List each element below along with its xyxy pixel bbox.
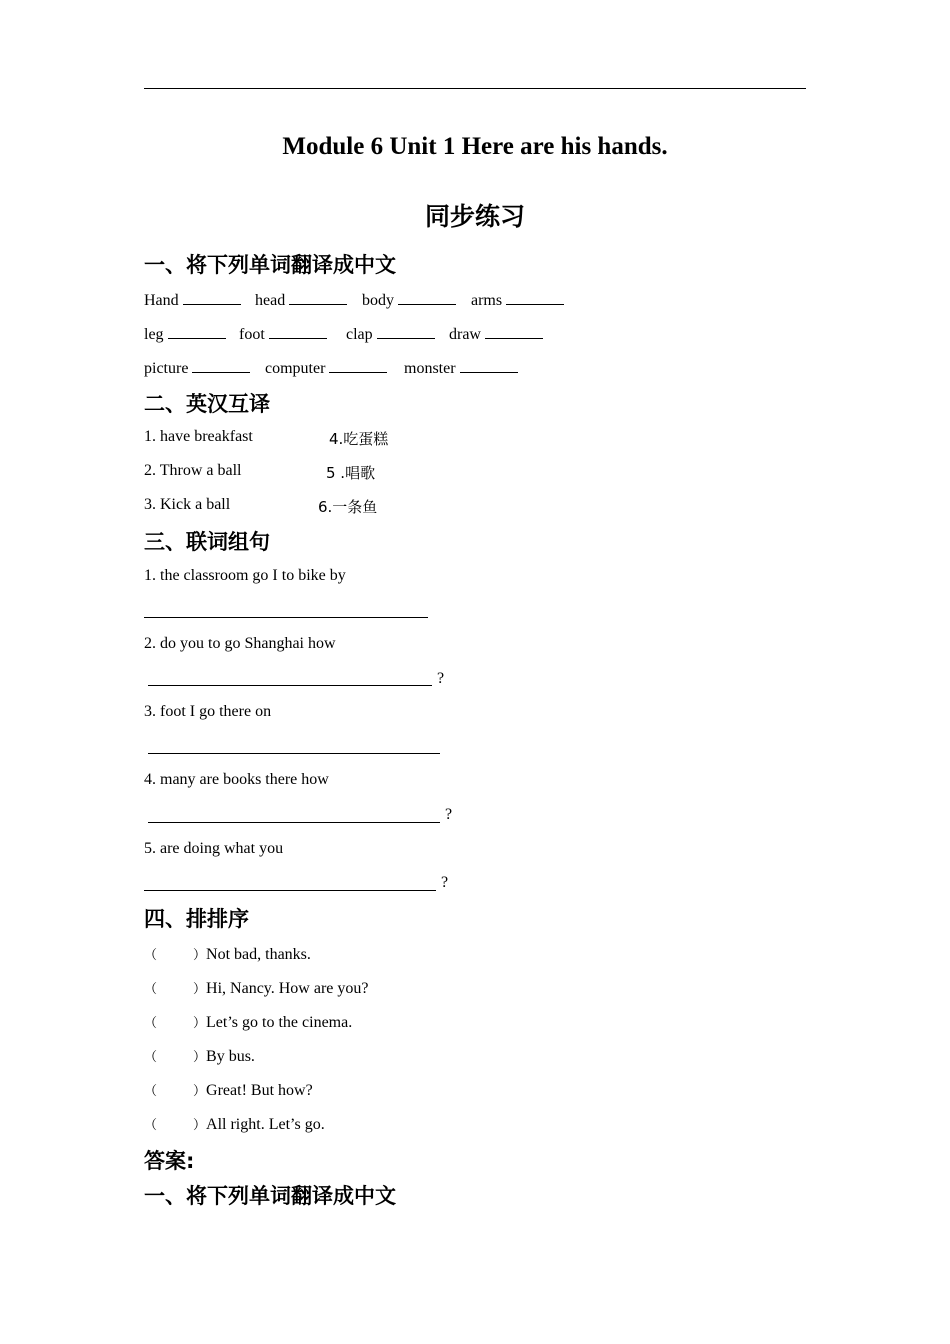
word-item — [144, 324, 226, 344]
order-text: Great! But how? — [206, 1082, 313, 1099]
word-item — [144, 358, 250, 378]
answer-blank[interactable] — [506, 290, 564, 305]
translation-item: 6.一条鱼 — [318, 498, 378, 516]
paren-close: ） — [193, 1118, 207, 1133]
word-label: picture — [144, 360, 189, 377]
sentence-prompt: 1. the classroom go I to bike by — [144, 567, 346, 584]
word-label: head — [255, 292, 286, 309]
paren-close: ） — [193, 1050, 207, 1065]
question-mark: ? — [437, 670, 445, 687]
paren-open: （ — [144, 1016, 158, 1031]
word-label: arms — [471, 292, 503, 309]
paren-open: （ — [144, 948, 158, 963]
section1-heading: 一、将下列单词翻译成中文 — [144, 253, 396, 277]
answer-blank[interactable] — [168, 324, 226, 339]
word-label: foot — [239, 326, 265, 343]
section2-heading: 二、英汉互译 — [144, 392, 270, 416]
word-label: leg — [144, 326, 164, 343]
answer-blank[interactable] — [192, 358, 250, 373]
paren-open: （ — [144, 1118, 158, 1133]
order-item — [144, 1046, 255, 1066]
word-label: clap — [346, 326, 373, 343]
translation-item: 5 .唱歌 — [326, 464, 376, 482]
sentence-prompt: 3. foot I go there on — [144, 703, 272, 720]
order-text: Let’s go to the cinema. — [206, 1014, 353, 1031]
order-text: Not bad, thanks. — [206, 946, 311, 963]
word-item — [362, 290, 456, 310]
sentence-prompt: 5. are doing what you — [144, 840, 284, 857]
order-text: All right. Let’s go. — [206, 1116, 325, 1133]
paren-open: （ — [144, 1050, 158, 1065]
answer-blank[interactable] — [377, 324, 435, 339]
order-item — [144, 944, 311, 964]
paren-close: ） — [193, 982, 207, 997]
page-subtitle: 同步练习 — [424, 202, 525, 231]
answer-blank[interactable] — [289, 290, 347, 305]
translation-item: 4.吃蛋糕 — [329, 430, 389, 448]
translation-item: 1. have breakfast — [144, 428, 253, 445]
answer-blank[interactable] — [398, 290, 456, 305]
paren-close: ） — [193, 1016, 207, 1031]
answer-blank[interactable] — [329, 358, 387, 373]
answer-line[interactable] — [144, 890, 436, 891]
answer-blank[interactable] — [183, 290, 241, 305]
word-item — [449, 324, 543, 344]
word-item — [265, 358, 387, 378]
word-item — [471, 290, 564, 310]
word-item — [255, 290, 347, 310]
word-item — [346, 324, 435, 344]
paren-close: ） — [193, 1084, 207, 1099]
translation-item: 2. Throw a ball — [144, 462, 242, 479]
answer-blank[interactable] — [269, 324, 327, 339]
word-label: draw — [449, 326, 481, 343]
word-label: body — [362, 292, 394, 309]
order-item — [144, 978, 369, 998]
paren-open: （ — [144, 1084, 158, 1099]
answer-blank[interactable] — [485, 324, 543, 339]
order-item — [144, 1012, 352, 1032]
sentence-prompt: 4. many are books there how — [144, 771, 329, 788]
answer-line[interactable] — [148, 822, 440, 823]
question-mark: ? — [445, 806, 453, 823]
answer-line[interactable] — [144, 617, 428, 618]
translation-item: 3. Kick a ball — [144, 496, 231, 513]
answers-heading: 答案: — [144, 1149, 195, 1173]
paren-open: （ — [144, 982, 158, 997]
word-item — [239, 324, 327, 344]
answers-section1-heading: 一、将下列单词翻译成中文 — [144, 1184, 396, 1208]
header-rule — [144, 88, 806, 89]
word-label: Hand — [144, 292, 179, 309]
answer-blank[interactable] — [460, 358, 518, 373]
word-label: computer — [265, 360, 326, 377]
answer-line[interactable] — [148, 753, 440, 754]
word-item — [404, 358, 518, 378]
question-mark: ? — [441, 874, 449, 891]
word-item — [144, 290, 241, 310]
section4-heading: 四、排排序 — [144, 907, 249, 931]
page-title: Module 6 Unit 1 Here are his hands. — [282, 133, 668, 160]
sentence-prompt: 2. do you to go Shanghai how — [144, 635, 336, 652]
order-text: Hi, Nancy. How are you? — [206, 980, 369, 997]
section3-heading: 三、联词组句 — [144, 530, 270, 554]
paren-close: ） — [193, 948, 207, 963]
order-text: By bus. — [206, 1048, 255, 1065]
word-label: monster — [404, 360, 456, 377]
order-item — [144, 1080, 313, 1100]
order-item — [144, 1114, 325, 1134]
answer-line[interactable] — [148, 685, 432, 686]
